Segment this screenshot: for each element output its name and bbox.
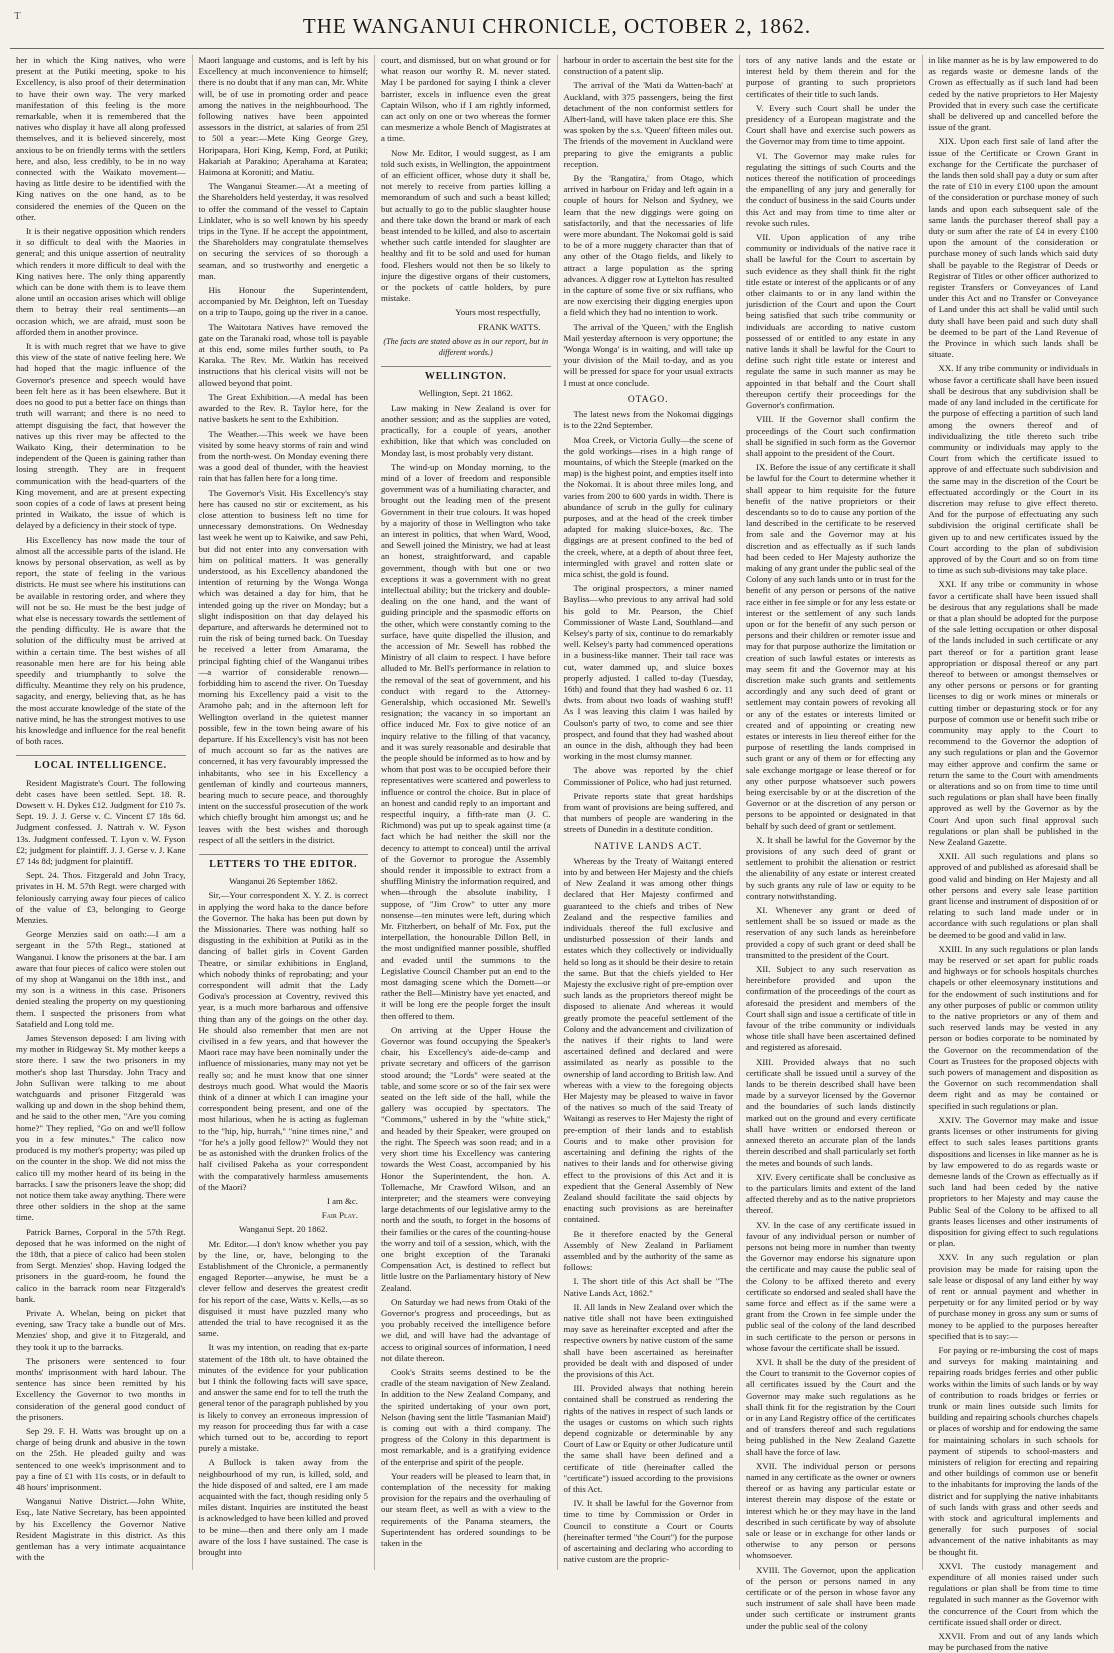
- section-heading-native-lands-act: NATIVE LANDS ACT.: [594, 841, 703, 852]
- paragraph: XXIV. The Governor may make and issue grants licenses or other instruments for giving effect to such sales leases partitions grants dispositions and licenses in like manner as he is by law empowered to do as regards waste or demesne lands of the Crown as effectually as if such land had been ceded by the native proprietors to her Majesty and may cause the Public Seal of the Colony to be affixed to all grants leases licenses and other instruments of disposition for giving effect to such regulations or plan.: [928, 1114, 1098, 1249]
- letter-signature: Fair Play.: [321, 1210, 358, 1221]
- column-2: [193, 55, 376, 1570]
- paragraph: XXV. In any such regulation or plan provision may be made for raising upon the sale lease or disposal of any land either by way of rent or annual payment and whether in perpetuity or for any limited period or by way of purchase money in gross any sum or sums of money to be applied to the purposes hereafter specified that is to say:—: [928, 1252, 1098, 1341]
- paragraph: By the 'Rangatira,' from Otago, which arrived in harbour on Friday and left again in a couple of hours for Nelson and Sydney, we learn that the new diggings were going on satisfactorily, and that the necessaries of life were more abundant. The Nokomai gold is said to be of a more nuggety character than that of any other of the Otago fields, and likely to attract a large population as the spring advances. A digger row at Lyttelton has resulted in the capture of some five or six ruffians, who are now exercising their digging energies upon a field which they had no intention to work.: [563, 173, 733, 318]
- paragraph: IV. It shall be lawful for the Governor from time to time by Commission or Order in Council to constitute a Court or Courts (hereinafter termed "the Court") for the purpose of ascertaining and declaring who according to native custom are the propric-: [563, 1498, 733, 1565]
- paragraph: James Stevenson deposed: I am living with my mother in Ridgeway St. My mother keeps a store there. I saw the two prisoners in my mother's shop last Thursday. John Tracy and John Sullivan were talking to me about watchguards and prisoner Fitzgerald was walking up and down in the shop behind them, and he said to the other men, "Are you coming home?" They replied, "Go on and we'll follow you in a few minutes." The calico now produced is my mother's property; was piled up on the counter in the shop. We did not miss the calico till my mother heard of its being in the barracks. I saw the prisoners leave the shop; did not notice them take away anything. There were three other soldiers in the shop at the same time.: [16, 1033, 186, 1223]
- columns: [10, 55, 1104, 1653]
- letter-dateline: Wanganui Sept. 20 1862.: [239, 1224, 328, 1235]
- paragraph: The wind-up on Monday morning, to the mind of a lover of freedom and responsible government was of a humiliating character, and brought out the leading men of the present Government in their true colours. It was hoped by a majority of those in Wellington who take an interest in politics, that when Ward, Wood, and Sewell joined the Ministry, we had at least an honest, straightforward, and capable government, though with but one or two exceptions it was a government with no great intellectual ability; but the trickery and double-dealing on the one hand, and the want of guiding principle and the spasmodic efforts on the other, which were constantly coming to the surface, have quite dispelled the illusion, and the accession of Mr. Sewell has robbed the Ministry of all claim to respect. I have before alluded to Mr. Bell's performance in relation to the removal of the seat of government, and his conduct with regard to the Attorney-Generalship, which occasioned Mr. Sewell's resignation; the vacancy in so important an office induced Mr. Fox to give notice of an inquiry relative to the filling of that vacancy, and it was surely reasonable and desirable that the people should be informed as to how and by whom that post was to be occupied before their representatives were scattered and powerless to influence or control the choice. But in place of an honest and candid reply to an important and respectful inquiry, a fifth-rate man (J. C. Richmond) was put up to speak against time (a fact which he had neither the skill nor the decency to attempt to conceal) until the arrival of the Governor to prorogue the Assembly should render it impossible to extract from a shuffling Ministry the information required, and when—through the absolute inability, I suppose, of "Jim Crow" to utter any more nonsense—ten minutes were left, during which Mr. Fitzherbert, on behalf of Mr. Fox, put the interpellation, the honourable Dillon Bell, in the most undignified manner possible, shuffled and evaded until the summons to the Legislative Council Chamber put an end to the most damaging scene which the Domett—or rather the Bell—Ministry have yet enacted, and it will be long ere the people forget the insult then offered to them.: [381, 461, 551, 1021]
- column-3: [375, 55, 558, 1570]
- paragraph: her in which the King natives, who were present at the Putiki meeting, spoke to his Excellency, is also proof of their determination to have their own way. The very marked manifestation of this feeling is the more remarkable, when it is remembered that the natives who display it have all along professed themselves, and it is believed sincerely, most anxious to be on friendly terms with the settlers here, and also, less credibly, to be in no way connected with the Waikato movement—having as little desire to be identified with the King natives on the one hand, as to be considered the enemies of the Queen on the other.: [16, 55, 186, 222]
- paragraph: XIV. Every certificate shall be conclusive as to the particulars limits and extent of the land affected thereby and as to the native proprietors thereof.: [746, 1171, 916, 1216]
- dateline: Wellington, Sept. 21 1862.: [418, 388, 513, 399]
- column-4: [558, 55, 741, 1570]
- paragraph: It is with much regret that we have to give this view of the state of native feeling here. We had hoped that the magic influence of the Governor's presence and speech would have been felt here as it has been elsewhere. But it does no good to put a better face on things than truth will warrant; and there is no need to attempt disguising the fact, that however the natives up this river may be affected to the Waikato King, their determination to be independent of the Queen is gaining rather than losing strength. They are in frequent communication with the head-quarters of the King movement, and are at present expecting soon copies of a code of laws at present being printed in Waikato, the issue of which is delayed by a deficiency in their stock of type.: [16, 341, 186, 531]
- paragraph: Be it therefore enacted by the General Assembly of New Zealand in Parliament assembled and by the authority of the same as follows:: [563, 1228, 733, 1273]
- section-heading-wellington: WELLINGTON.: [381, 366, 551, 384]
- paragraph: XVIII. The Governor, upon the application of the person or persons named in any certificate or of the person in whose favor any such instrument of sale shall have been made under such certificate or instrument grants under the public seal of the colony: [746, 1564, 916, 1631]
- paragraph: XVII. The individual person or persons named in any certificate as the owner or owners thereof or as having any particular estate or interest therein may dispose of the estate or interest which he or they may have in the land described in such certificate by way of absolute sale or lease or in exchange for other lands or otherwise to any person or persons whomsoever.: [746, 1460, 916, 1561]
- column-6: [923, 55, 1105, 1653]
- paragraph: in like manner as he is by law empowered to do as regards waste or demesne lands of the Crown as effectually as if such land had been ceded by the native proprietors to Her Majesty Provided that in every such case the certificate shall be delivered up and cancelled before the issue of the grant.: [928, 55, 1098, 133]
- paragraph: court, and dismissed, but on what ground or for what reason our worthy R. M. never stated. May I be pardoned for saying I think a clever barrister, excels in influence even the great Captain Wilson, who if I am rightly informed, can act only on one or two whereas the former can mesmerize a whole Bench of Magistrates at a time.: [381, 55, 551, 144]
- paragraph: Patrick Barnes, Corporal in the 57th Regt. deposed that he was informed on the night of the 18th, that a piece of calico had been stolen from Sergt. Menzies' shop. Having lodged the prisoners in the guard-room, he found the calico in the barrack room near Fitzgerald's bank.: [16, 1226, 186, 1304]
- paragraph: harbour in order to ascertain the best site for the construction of a patent slip.: [563, 55, 733, 77]
- paragraph: XVI. It shall be the duty of the president of the Court to transmit to the Governor copies of all certificates issued by the Court and the Governor may make such regulations as he shall think fit for the registration by the Court or in any Land Registry office of the certificates and of transfers thereof and such regulations being published in the New Zealand Gazette shall have the force of law.: [746, 1356, 916, 1457]
- letter-closing: Yours most respectfully,: [455, 307, 541, 318]
- paragraph: Maori language and customs, and is left by his Excellency at much inconvenience to himself; there is no doubt that if any man can, Mr. White will, be of use in promoting order and peace among the natives in the neighbourhood. The following natives have been appointed assessors in the district, at salaries of from 25l to 50l a year:—Mete King George Grey, Horipapara, Hori King, Kemp, Ford, at Putiki; Hakariah at Parakino; Aperahama at Karatea; Haimona at Koroniti; and Matiu.: [198, 55, 368, 178]
- paragraph: Sept. 24. Thos. Fitzgerald and John Tracy, privates in H. M. 57th Regt. were charged with feloniously carrying away four pieces of calico of the value of £3, belonging to George Menzies.: [16, 870, 186, 926]
- paragraph: Mr. Editor.—I don't know whether you pay by the line, or, have, belonging to the Establishment of the Chronicle, a permanently engaged Reporter—anywise, he must be a clever fellow and deserves the greatest credit for his report of the case, Watts v. Kells,—as so disguised it must have puzzled many who attended the trial to have recognised it as the same.: [198, 1238, 368, 1339]
- paragraph: VIII. If the Governor shall confirm the proceedings of the Court such confirmation shall be signified in such form as the Governor shall appoint to the president of the Court.: [746, 414, 916, 458]
- paragraph: Now Mr. Editor, I would suggest, as I am told such exists, in Wellington, the appointment of an efficient officer, whose duty it shall be, not merely to receive from parties killing a memorandum of such and such a beast killed; but actually to go to the public slaughter house and there take down the brand or mark of each beast intended to be killed, and also to ascertain whether such cattle intended for slaughter are healthy and fit to be sold and used for human food. Fleshers would not then be so likely to injure the digestive organs of their customers, or the pockets of cattle holders, by pure mistake.: [381, 147, 551, 304]
- paragraph: XXVI. The custody management and expenditure of all monies raised under such regulations or plan shall be from time to time regulated in such manner as the Governor with the concurrence of the Court from which the certificate issued shall order or direct.: [928, 1560, 1098, 1627]
- paragraph: His Honour the Superintendent, accompanied by Mr. Deighton, left on Tuesday on a trip to Taupo, going up the river in a canoe.: [198, 285, 368, 318]
- letter-dateline: Wanganui 26 September 1862.: [229, 876, 338, 887]
- paragraph: XX. If any tribe community or individuals in whose favor a certificate shall have been issued shall be desirous that any subdivision shall be made of any land included in the certificate for the purpose of effecting a partition of such land among the owners thereof and of individualizing the title thereto such tribe community or individuals may apply to the Court from which the certificate issued to approve of and effectuate such subdivision and the same may in the discretion of the Court be effectuated accordingly or the Court in its discretion may refuse to give effect thereto. And for the purpose of effectuating any such subdivision the original certificate shall be given up to and new certificates issued by the Court according to the plan of subdivision approved of by the Court and so on from time to time as such sub-divisions may take place.: [928, 363, 1098, 576]
- paragraph: The above was reported by the chief Commissioner of Police, who had just returned.: [563, 765, 733, 787]
- paragraph: The Governor's Visit. His Excellency's stay here has caused no stir or excitement, as his close attention to business left no time for unnecessary demonstrations. On Wednesday last week he went up to Kaiwike, and saw Pehi, but did not enter into any conversation with him on political matters. It was generally understood, as his Excellency abandoned the intention of returning by the Wonga Wonga which was detained a day for him, that he intended going up the river on Monday; but a slight indisposition on that day delayed his departure, and afterwards he determined not to ruin the risk of being turned back. On Tuesday he received a letter from Amarama, the principal fighting chief of the Wanganui tribes—a warrior of considerable renown—forbidding him to ascend the river. On Tuesday morning his Excellency paid a visit to the Aramoho pah; and in the afternoon left for Wellington overland in the quietest manner possible, few in the town being aware of his departure. If his Excellency's visit has not been of much account so far as the natives are concerned, it has very favourably impressed the inhabitants, who see in his Excellency a gentleman of kindly and courteous manners, bearing much to secure peace, and thoroughly intent on the successful prosecution of the work which chiefly brought him amongst us; and he leaves with the best wishes and thorough respect of all the settlers in the district.: [198, 487, 368, 845]
- paragraph: XXII. All such regulations and plans so approved of and published as aforesaid shall be good valid and binding on Her Majesty and all other persons and every sale lease partition grant license and instrument of disposition of or relating to such land made under or in accordance with such regulations or plan shall be deemed to be good and valid in law.: [928, 851, 1098, 940]
- paragraph: It is their negative opposition which renders it so difficult to deal with the Maories in general; and this unique assertion of neutrality which renders it more difficult to deal with the King natives here. The only thing apparently which can be done with them is to leave them alone until an occasion arises which will oblige them to betray their real sentiments—an occasion which, we are afraid, must soon be afforded them in another province.: [16, 226, 186, 337]
- paragraph: Resident Magistrate's Court. The following debt cases have been settled. Sept. 18. R. Dowsett v. H. Dykes £12. Judgment for £10 7s. Sept. 19. J. J. Gerse v. C. Vincent £7 18s 6d. Judgment confessed. J. Nattrah v. W. Fyson 13s. Judgment confessed. T. Lyon v. W. Fyson £2; judgment for plaintiff. J. J. Gerse v. J. Kane £7 14s 8d; judgment for plaintiff.: [16, 777, 186, 867]
- paragraph: The arrival of the 'Queen,' with the English Mail yesterday afternoon is very opportune; the 'Wonga Wonga' is in waiting, and will take up your division of the Mail to-day, and as you will be pressed for space for your usual extracts I must at once conclude.: [563, 321, 733, 388]
- paragraph: VI. The Governor may make rules for regulating the sittings of such Courts and the notices thereof the notification of proceedings the empanelling of any jury and generally for the conduct of business in the said Courts under this Act and may from time to time alter or revoke such rules.: [746, 150, 916, 228]
- paragraph: III. Provided always that nothing herein contained shall be construed as rendering the rights of the natives in respect of such lands or the usages or customs on which such rights depend cognizable or determinable by any Court of Law or Equity or other Judicature until the same shall have been defined and a certificate of title (hereinafter called the "certificate") issued according to the provisions of this Act.: [563, 1383, 733, 1494]
- paragraph: His Excellency has now made the tour of almost all the accessible parts of the island. He knows by personal observation, as well as by report, the state of feeling in the various districts. He must see where his institutions can be available in restoring order, and where they will not be so. He must be the best judge of what else is necessary towards the settlement of the pending difficulty. He is aware that the solution of the difficulty must be arrived at within a certain time. The best wishes of all reasonable men here are for his being able speedily and triumphantly to solve the difficulty. Meantime they rely on his prudence, sagacity, and energy, believing that, as he has the most accurate knowledge of the state of the native mind, he has the strongest motives to use his knowledge and influence for the real benefit of both races.: [16, 534, 186, 747]
- section-heading-local-intelligence: LOCAL INTELLIGENCE.: [16, 755, 186, 773]
- paragraph: The prisoners were sentenced to four months' imprisonment with hard labour. The sentence has since been remitted by his Excellency the Governor to two months in consideration of the general good conduct of the prisoners.: [16, 1355, 186, 1422]
- paragraph: On Saturday we had news from Otaki of the Governor's progress and proceedings, but as you probably received the intelligence before we did, and will have had the advantage of access to original sources of information, I need not dilate thereon.: [381, 1296, 551, 1363]
- paragraph: The arrival of the 'Mati da Watten-bach' at Auckland, with 375 passengers, being the first detachment of the non conformist settlers for Albert-land, will have taken place ere this. She was spoken by the s.s. 'Queen' fifteen miles out. The friends of the movement in Auckland were preparing to give the emigrants a public reception.: [563, 80, 733, 169]
- paragraph: tors of any native lands and the estate or interest held by them therein and for the purpose of granting to such proprietors certificates of their title to such lands.: [746, 55, 916, 99]
- section-heading-otago: OTAGO.: [627, 394, 669, 405]
- masthead: [10, 4, 1104, 49]
- corner-mark: T: [14, 10, 21, 22]
- paragraph: The Wanganui Steamer.—At a meeting of the Shareholders held yesterday, it was resolved to offer the command of the vessel to Captain Linklater, who is so well known by his speedy trips in the Tyne. If he accept the appointment, the Shareholders may congratulate themselves on securing the services of so thorough a seaman, and so trustworthy and energetic a man.: [198, 181, 368, 281]
- paragraph: Private reports state that great hardships from want of provisions are being suffered, and that numbers of people are wandering in the streets of Dunedin in a destitute condition.: [563, 790, 733, 835]
- column-5: [740, 55, 923, 1631]
- editor-note: (The facts are stated above as in our report, but in different words.): [383, 336, 549, 358]
- paragraph: It was my intention, on reading that ex-parte statement of the 18th ult. to have obtained the minutes of the evidence for your publication but I think the following facts will save space, and answer the same end for to tell the truth the general tenor of the paragraph published by you is likely to convey an erroneous impression of my reason for proceeding thus far with a case which turned out to be, according to report purely a mistake.: [198, 1342, 368, 1454]
- paragraph: The original prospectors, a miner named Bayliss—who previous to any arrival had sold his gold to Mr. Pearson, the Chief Commissioner of Waste Land, Southland—and Kelsey's party of six, continue to do remarkably well. Kelsey's party had commenced operations in a business-like manner. Their tail race was cut, water dammed up, and sluice boxes properly adjusted. I called to-day (Tuesday, 16th) and found that they had washed 6 oz. 11 dwts. from about two loads of washing stuff! As I was leaving this claim I was hailed by Coulson's party of two, to come and see thier prospect, and found that they had washed about an ounce in the dish, although they had been working in the most clumsy manner.: [563, 583, 733, 762]
- paragraph: Moa Creek, or Victoria Gully—the scene of the gold workings—rises in a high range of mountains, of which the Steeple (marked on the map) is the highest point, and empties itself into the Nokomai. It is about three miles long, and varies from 200 to 600 yards in width. There is abundance of scrub in the gully for culinary purposes, and at the head of the creek timber adapted for making sluice-boxes, &c. The diggings are at present confined to the bed of the creek, where, at a depth of about three feet, intermingled with gravel and rotten slate or mica schist, the gold is found.: [563, 434, 733, 579]
- paragraph: On arriving at the Upper House the Governor was found occupying the Speaker's chair, his Excellency's aide-de-camp and private secretary and officers of the garrison stood around; the "Lords" were seated at the table, and some score or so of the fair sex were seated on the left side of the hall, while the gallery was occupied by spectators. The "Commons," ushered in by the "white stick," and headed by their Speaker, were grouped on the right. The Speech was soon read; and in a very short time his Excellency was cantering towards the West Coast, accompanied by his Honor the Superintendent, the hon. A. Tollemache, Mr Crawford Wilson, and an interpreter; and the steamers were conveying large detachments of our legislative army to the north and the south, to forget in the bosoms of their families or the cares of the counting-house the worry and toil of a session, which, with the one bright exception of the Taranaki Compensation Act, is destined to reflect but little lustre on the Parliamentary history of New Zealand.: [381, 1024, 551, 1293]
- paragraph: XIX. Upon each first sale of land after the issue of the Certificate or Crown Grant in exchange for the Certificate the purchaser of the lands then sold shall pay a duty or sum after the rate of £10 in every £100 upon the amount of the consideration or purchase money of such lands and upon each subsequent sale of the same lands the purchaser thereof shall pay a duty or sum after the rate of £4 in every £100 upon the amount of the consideration or purchase money of such lands which said duty shall be payable to the Registrar of Deeds or Registrar of Titles or other officer authorized to register Transfers or Conveyances of Land under this Act and no Transfer or Conveyance of Land under this act shall be valid until such duty shall have been paid and such duty shall be deemed to be part of the Land Revenue of the Province in which such lands shall be situate.: [928, 136, 1098, 360]
- paragraph: George Menzies said on oath:—I am a sergeant in the 57th Regt., stationed at Wanganui. I know the prisoners at the bar. I am aware that four pieces of calico were stolen out of my shop at Wanganui on the 18th inst., and my son is a witness in this case. Prisoners denied stealing the property on my questioning them. I suspected the prisoners from what Satafield and Long told me.: [16, 929, 186, 1029]
- section-heading-letters: LETTERS TO THE EDITOR.: [199, 854, 369, 872]
- letter-signature: FRANK WATTS.: [478, 321, 541, 332]
- paragraph: XI. Whenever any grant or deed of settlement shall be so issued or made as the reservation of any such lands as hereinbefore provided a copy of such grant or deed shall be transmitted to the president of the Court.: [746, 905, 916, 960]
- paragraph: The Weather.—This week we have been visited by some heavy storms of rain and wind from the north-west. On Monday evening there was a good deal of thunder, with the heaviest rain that has fallen here for a long time.: [198, 428, 368, 484]
- paragraph: IX. Before the issue of any certificate it shall be lawful for the Court to determine whether it shall appear to him requisite for the future benefit of the native proprietors or their descendants so to do to cause any portion of the land described in the certificate to be reserved from sale and the Governor may at his discretion and as effectually as if such lands had been ceded to Her Majesty authorize the making of any grant under the public seal of the Colony of any such lands unto or in trust for the benefit of any person or persons of the native race either in fee simple or for any less estate or interest or the settlement of any such lands upon or for the benefit of any such person or persons and their children or remoter issue and may for that purpose authorize the limitation or creation of such lawful estates or interests as may seem fit and the Governor may at his discretion make such grants and settlements accordingly and any such deed of grant or settlement may contain powers of revoking all or any of the estates or interests limited or created and of appointing or creating new estates or interests in lieu thereof either for the purpose of resettling the lands comprised in such grant or any of them or for effecting any sale exchange mortgage or lease thereof or for any other purpose whatsoever such powers being exercisable by or at the discretion of the Governor or at the discretion of any person or persons to be appointed or designated in that behalf by such deed of grant or settlement.: [746, 462, 916, 831]
- letter-closing: I am &c.: [326, 1195, 358, 1206]
- paragraph: I. The short title of this Act shall be "The Native Lands Act, 1862.": [563, 1276, 733, 1298]
- paragraph: X. It shall be lawful for the Governor by the provisions of any such deed of grant or settlement to prohibit the alienation or restrict the alienability of any estate or interest created by such grants any rule of law or equity to be contrary notwithstanding.: [746, 834, 916, 901]
- paragraph: XIII. Provided always that no such certificate shall be issued until a survey of the lands to be therein described shall have been made by a surveyor licensed by the Governor and the boundaries of such lands distinctly marked out on the ground and every certificate shall have written or endorsed thereon or annexed thereto an accurate plan of the lands therein described and shall particularly set forth the metes and bounds of such lands.: [746, 1056, 916, 1168]
- paragraph: The Waitotara Natives have removed the gate on the Taranaki road, whose toll is payable at this end, some miles further south, to Pa Karaka. The Rev. Mr. Watkin has received instructions that his clerical visits will not be allowed beyond that point.: [198, 321, 368, 388]
- paragraph: Your readers will be pleased to learn that, in contemplation of the necessity for making provision for the repairs and the overhauling of our steam fleet, as well as with a view to the requirements of the Panama steamers, the Superintendent has ordered soundings to be taken in the: [381, 1470, 551, 1548]
- paragraph: Cook's Straits seems destined to be the cradle of the steam navigation of New Zealand. In addition to the New Zealand Company, and the spirited undertaking of your own port, Nelson (having sent the little 'Tasmanian Maid') is coming out with a third company. The progress of the Colony in this department is most remarkable, and is a gratifying evidence of the enterprise and spirit of the people.: [381, 1366, 551, 1467]
- paragraph: Whereas by the Treaty of Waitangi entered into by and between Her Majesty and the chiefs of New Zealand it was among other things declared that Her Majesty confirmed and guaranteed to the chiefs and tribes of New Zealand and the respective families and individuals thereof the full exclusive and undisturbed possession of their lands and estates which they collectively or individually held so long as it should be their desire to retain the same. But that the chiefs yielded to Her Majesty the exclusive right of pre-emption over such lands as the proprietors thereof might be disposed to alienate And whereas it would greatly promote the peaceful settlement of the Colony and the advancement and civilization of the natives if their rights to land were ascertained defined and declared and were assimilated as nearly as possible to the ownership of land according to British law. And whereas with a view to the foregoing objects Her Majesty may be pleased to waive in favor of the natives so much of the said Treaty of Waitangi as reserves to Her Majesty the right of pre-emption of their lands and to establish Courts and to make other provision for ascertaining and defining the rights of the natives to their lands and for otherwise giving effect to the provisions of this Act and it is expedient that the General Assembly of New Zealand should facilitate the said objects by enacting such provisions as are hereinafter contained.: [563, 855, 733, 1225]
- paragraph: Sir,—Your correspondent X. Y. Z. is correct in applying the word haka to the dance before the Governor. The haka has been put down by the Missionaries. There was nothing half so disgusting in the exhibition at Putiki as in the dancing of ballet girls in Covent Garden Theatre, or similar exhibitions in England, which nobody thinks of reprobating; and your correspondent will admit that the Lady Godiva's procession at Coventry, revived this year, is a much more barbarous and offensive thing than any of the goings on the other day. He should also remember that men are not civilised in a few years, and that however the Maori race may have been nominally under the influence of missionaries, many may not yet be really so; and he must know that one sinner destroys much good. What would the Maoris think of a dinner at which I can imagine your correspondent being present, and one of the most hilarious, when he is acting as fugleman to the "hip, hip, hurrah," "nine times nine," and "for he's a jolly good fellow?" Would they not be as astonished with the drunken frolics of the half civilised Pakeha as your correspondent with the comparatively harmless amusements of the Maori?: [198, 890, 368, 1192]
- paragraph: XXI. If any tribe or community in whose favor a certificate shall have been issued shall be desirous that any regulations shall be made or that a plan should be adopted for the purpose of the sale letting occupation or other disposal of the lands included in such certificate or any part thereof or for a partition grant lease appropriation or disposal thereof or any part thereof to between or amongst themselves or any other persons or persons or for granting licenses to dig or work mines or minerals or cutting timber or depasturing stock or for any purpose of common use or benefit such tribe or community may apply to the Court to recommend to the Governor the adoption of any such regulations or plan and the Governor may either approve and confirm the same or return the same to the Court with amendments or alterations and so on from time to time until such regulations or plan shall have been finally approved as well by the Governor as by the Court And upon such final approval such regulations or plan shall be published in the New Zealand Gazette.: [928, 579, 1098, 848]
- paragraph: XXIII. In any such regulations or plan lands may be reserved or set apart for public roads and highways or for schools hospitals churches chapels or other eleemosynary institutions and for the endowment of such institutions and for any other purposes of public or common utility to the native proprietors or any of them and such reserved lands may be vested in any person or bodies corporate to be nominated by the Governor on the recommendation of the Court as Trustees for the proposed objects with such powers of management and disposition as the Governor on such recommendation shall deem right and as may be contained or specified in such regulations or plan.: [928, 943, 1098, 1111]
- paragraph: XXVII. From and out of any lands which may be purchased from the native: [928, 1631, 1098, 1653]
- column-1: [10, 55, 193, 1570]
- paragraph: XII. Subject to any such reservation as hereinbefore provided and upon the confirmation of the proceedings of the court as aforesaid the president and members of the Court shall sign and issue a certificate of title in favour of the tribe community or individuals whose title shall have been ascertained defined and registered as aforesaid.: [746, 964, 916, 1053]
- paragraph: II. All lands in New Zealand over which the native title shall not have been extinguished may save as hereinafter excepted and after the respective owners by native custom of the same shall have been ascertained as hereinafter provided be dealt with and disposed of under the provisions of this Act.: [563, 1301, 733, 1379]
- paragraph: Sep 29. F. H. Watts was brought up on a charge of being drunk and abusive in the town on the 25th. He pleaded guilty and was sentenced to one week's imprisonment and to pay a fine of £1 with 11s costs, or in default to 48 hours' imprisonment.: [16, 1425, 186, 1492]
- paragraph: For paying or re-imbursing the cost of maps and surveys for making maintaining and repairing roads bridges ferries and other public works within the limits of such lands or by way of contribution to roads bridges or ferries or trunk or main lines outside such limits for building and repairing schools churches chapels or places of worship and for endowing the same for maintaining scholars in such schools for payment of stipends to school-masters and ministers of religion for erecting and repairing and other buildings of common use or benefit to the inhabitants for improving the lands of the district and for supplying the native inhabitants of such lands with grass and other seeds and with stock and agricultural implements and generally for such purposes of social advancement of the native inhabitants as may be thought fit.: [928, 1344, 1098, 1557]
- paragraph: A Bullock is taken away from the neighbourhood of my run, is killed, sold, and the hide disposed of and salted, ere I am made acquainted with the fact, though residing only 5 miles distant. Inquiries are instituted the beast is acknowledged to have been killed and proved to be mine—then and there only am I made aware of the loss I have sustained. The case is brought into: [198, 1457, 368, 1557]
- paragraph: XV. In the case of any certificate issued in favour of any individual person or number of persons not being more in number than twenty the Governor may endorse his signature upon the certificate and may cause the public seal of the Colony to be affixed thereto and every certificate so endorsed and sealed shall have the same force and effect as if the same were a grant from the Crown in fee simple under the public seal of the colony of the land described in such certificate to the person or persons in whose favour the certificate shall be issued.: [746, 1219, 916, 1353]
- paragraph: The Great Exhibition.—A medal has been awarded to the Rev. R. Taylor here, for the native baskets he sent to the Exhibition.: [198, 391, 368, 425]
- paragraph: VII. Upon application of any tribe community or individuals of the native race it shall be lawful for the Court to ascertain by such evidence as they shall think fit the right title estate or interest of the applicants or of any other claimants to or in any land within the jurisdiction of the Court and upon the Court being satisfied that such tribe community or individuals are according to native custom possessed of or entitled to any estate in any native lands it shall be lawful for the Court to define such right title estate or interest and regulate the same in such manner as may be appointed in that behalf and the Court shall thereupon certify their proceedings for the Governor's confirmation.: [746, 232, 916, 411]
- paragraph: Wanganui Native District.—John White, Esq., late Native Secretary, has been appointed by his Excellency the Governor Native Resident Magistrate in this district. As this gentleman has a very intimate acquaintance with the: [16, 1496, 186, 1563]
- paragraph: Law making in New Zealand is over for another session; and as the supplies are voted, practically, for a couple of years, another exhibition, like that which was concluded on Monday last, is most probably very distant.: [381, 402, 551, 458]
- paragraph: Private A. Whelan, being on picket that evening, saw Tracy take a bundle out of Mrs. Menzies' shop, and give it to Fitzgerald, and they took it up to the barracks.: [16, 1307, 186, 1352]
- newspaper-title: THE WANGANUI CHRONICLE, OCTOBER 2, 1862.: [302, 14, 812, 38]
- paragraph: The latest news from the Nokomai diggings is to the 22nd September.: [563, 409, 733, 431]
- paragraph: V. Every such Court shall be under the presidency of a European magistrate and the Court shall have and exercise such powers as the Governor may from time to time appoint.: [746, 102, 916, 147]
